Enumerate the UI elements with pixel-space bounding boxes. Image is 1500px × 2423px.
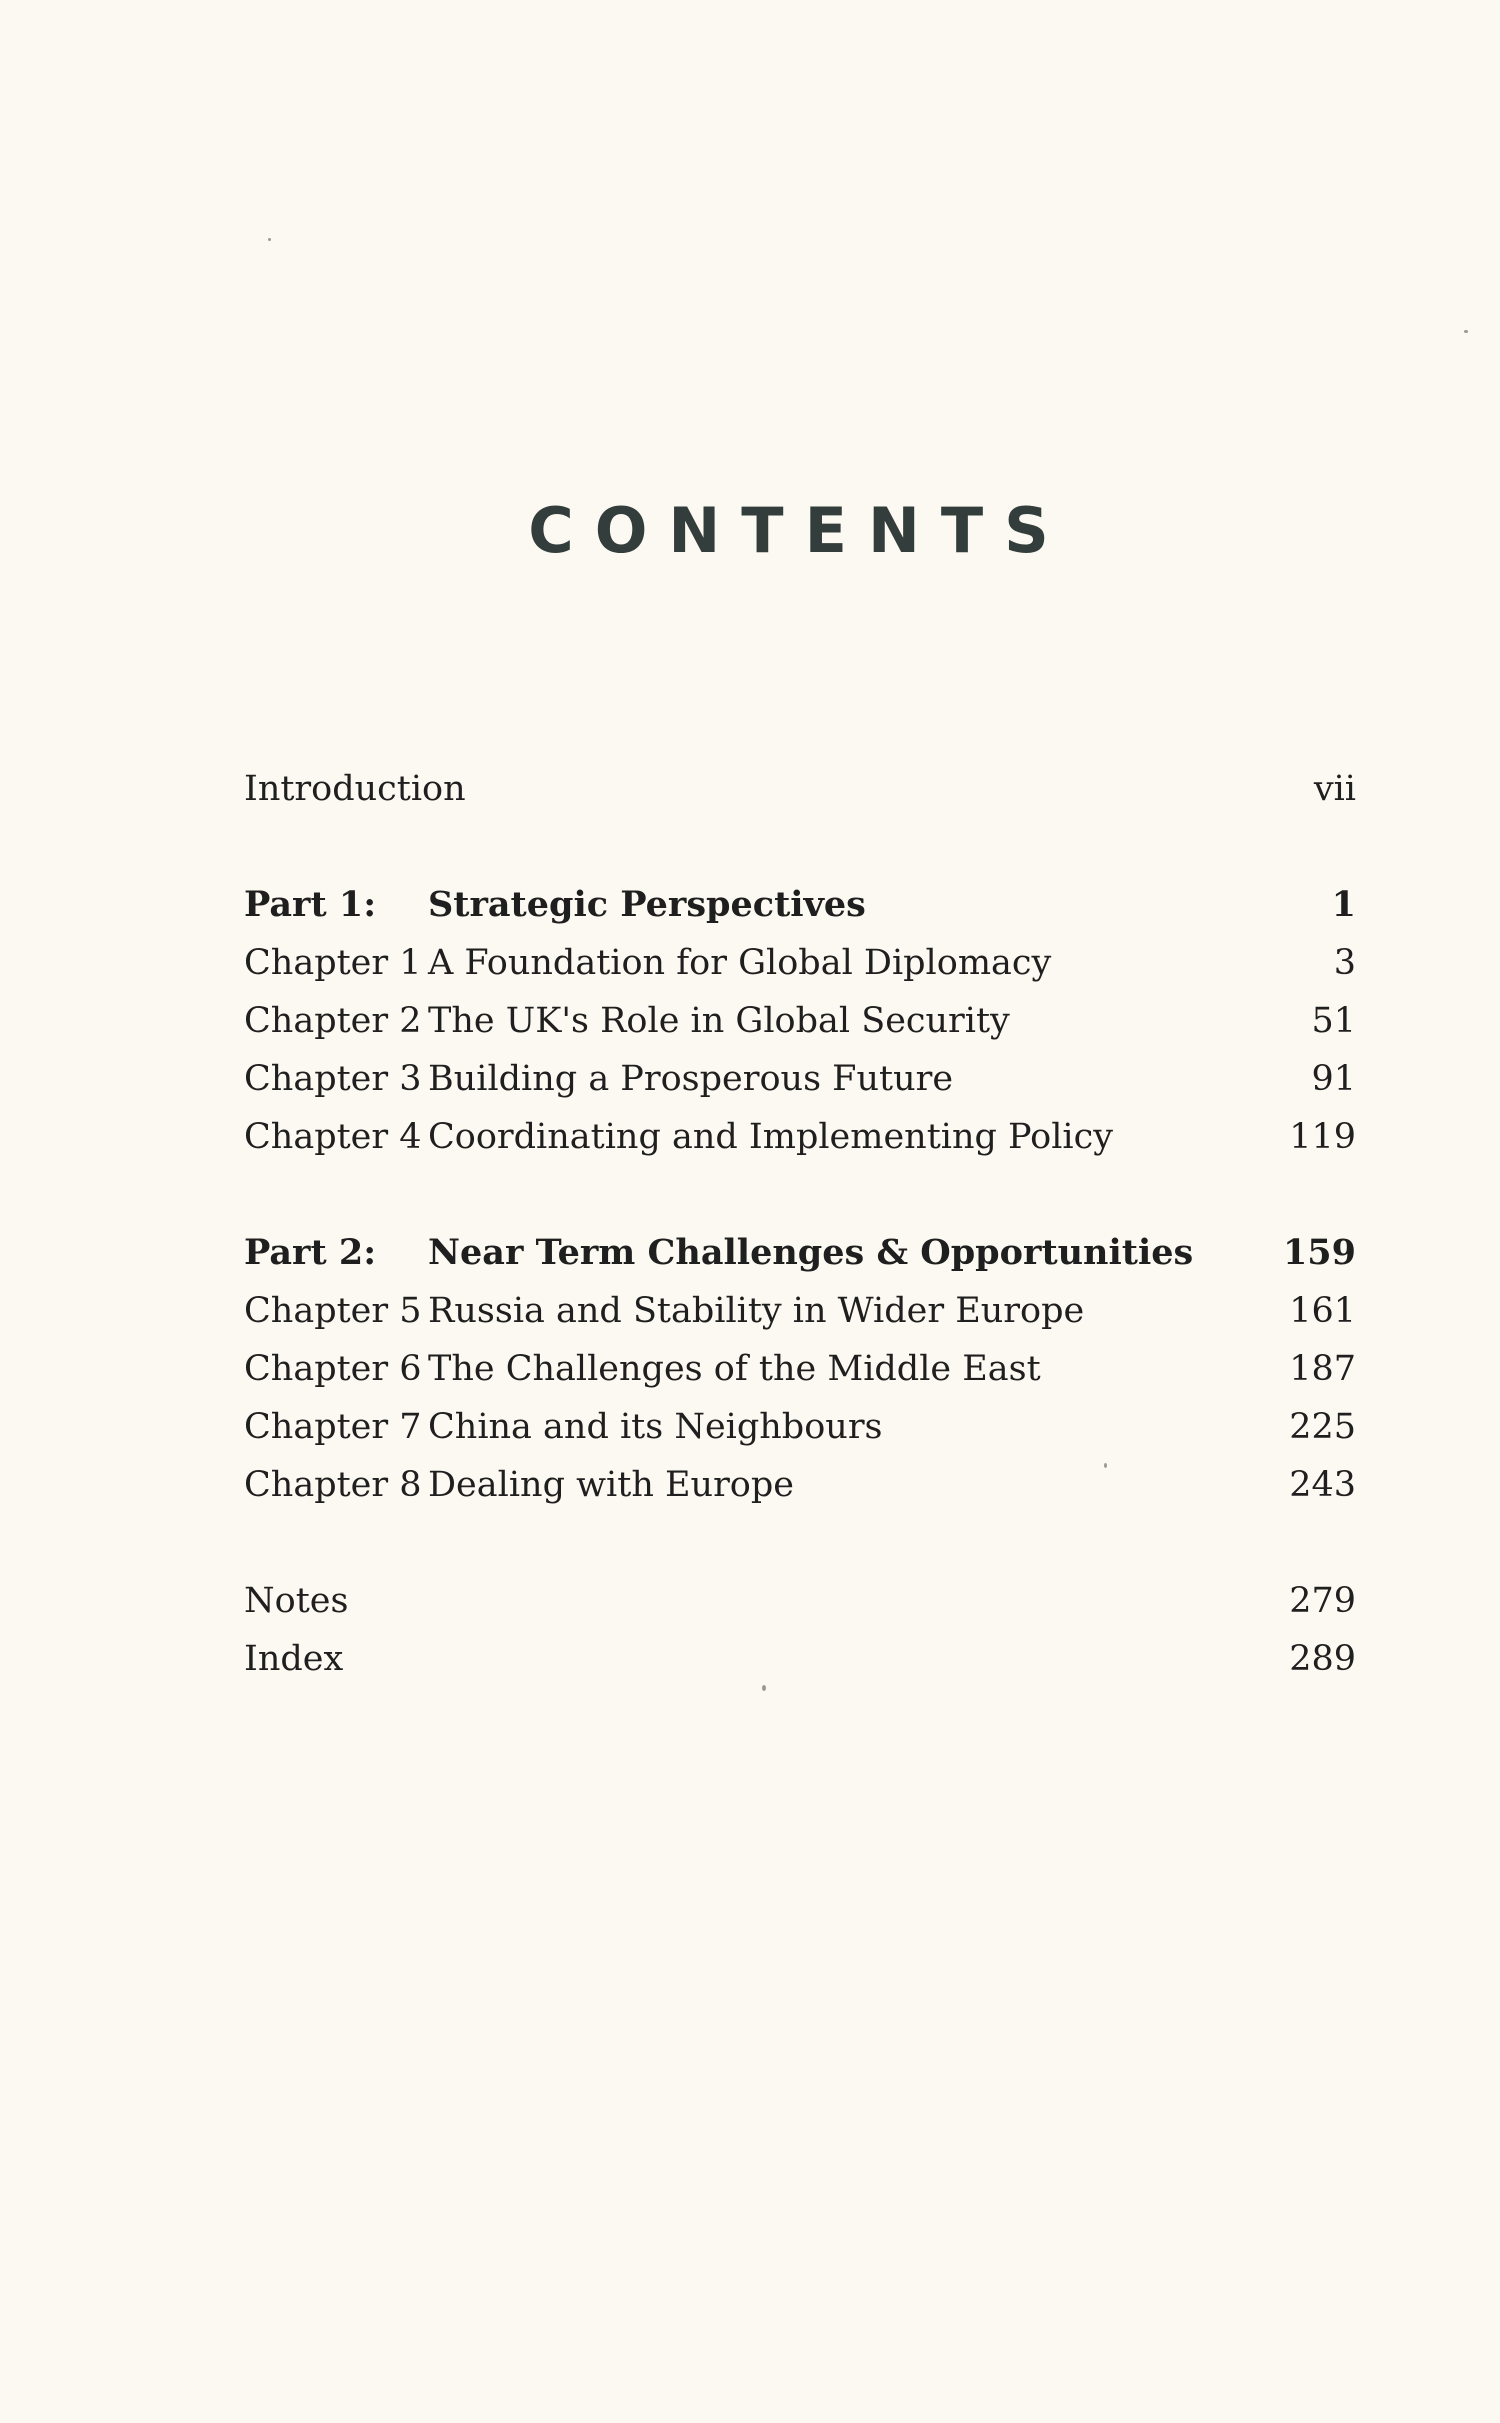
toc-row-chapter-8 (244, 1456, 1356, 1514)
page-number: 187 (1289, 1349, 1356, 1389)
toc-row-chapter-4 (244, 1108, 1356, 1166)
page-number: 119 (1289, 1117, 1356, 1157)
chapter-title: The UK's Role in Global Security (428, 1001, 1010, 1041)
page-number: 91 (1311, 1059, 1356, 1099)
toc-row-chapter-1 (244, 934, 1356, 992)
page-number: 159 (1282, 1232, 1356, 1273)
entry-label: Introduction (244, 769, 466, 809)
part-title: Near Term Challenges & Opportunities (428, 1232, 1194, 1273)
toc-row-introduction (244, 760, 1356, 818)
page-number: 1 (1331, 884, 1356, 925)
entry-label: Notes (244, 1581, 349, 1621)
part-label: Part 2: (244, 1232, 377, 1273)
toc-row-index (244, 1630, 1356, 1688)
page-number: 243 (1289, 1465, 1356, 1505)
chapter-label: Chapter 6 (244, 1349, 422, 1389)
page-number: 279 (1289, 1581, 1356, 1621)
chapter-label: Chapter 5 (244, 1291, 422, 1331)
toc-row-part-1 (244, 876, 1356, 934)
contents-heading: CONTENTS (528, 494, 1070, 567)
page-number: vii (1313, 769, 1356, 809)
toc-row-chapter-6 (244, 1340, 1356, 1398)
chapter-title: China and its Neighbours (428, 1407, 883, 1447)
chapter-title: Building a Prosperous Future (428, 1059, 954, 1099)
paper-speck (762, 1685, 766, 1691)
part-label: Part 1: (244, 884, 377, 925)
page-number: 161 (1289, 1291, 1356, 1331)
page-number: 3 (1333, 943, 1356, 983)
paper-speck (1104, 1463, 1107, 1468)
chapter-label: Chapter 8 (244, 1465, 422, 1505)
paper-speck (268, 238, 271, 241)
page-number: 51 (1311, 1001, 1356, 1041)
chapter-title: A Foundation for Global Diplomacy (428, 943, 1052, 983)
chapter-title: The Challenges of the Middle East (428, 1349, 1041, 1389)
toc-row-chapter-2 (244, 992, 1356, 1050)
chapter-label: Chapter 3 (244, 1059, 422, 1099)
part-title: Strategic Perspectives (428, 884, 866, 925)
paper-speck (1464, 330, 1468, 333)
chapter-title: Russia and Stability in Wider Europe (428, 1291, 1085, 1331)
chapter-title: Coordinating and Implementing Policy (428, 1117, 1113, 1157)
toc-row-chapter-7 (244, 1398, 1356, 1456)
chapter-title: Dealing with Europe (428, 1465, 794, 1505)
table-of-contents (244, 760, 1356, 1688)
toc-row-chapter-3 (244, 1050, 1356, 1108)
chapter-label: Chapter 1 (244, 943, 422, 983)
entry-label: Index (244, 1639, 344, 1679)
chapter-label: Chapter 2 (244, 1001, 422, 1041)
chapter-label: Chapter 7 (244, 1407, 422, 1447)
toc-row-notes (244, 1572, 1356, 1630)
toc-row-part-2 (244, 1224, 1356, 1282)
page-number: 225 (1289, 1407, 1356, 1447)
chapter-label: Chapter 4 (244, 1117, 422, 1157)
toc-row-chapter-5 (244, 1282, 1356, 1340)
page-number: 289 (1289, 1639, 1356, 1679)
